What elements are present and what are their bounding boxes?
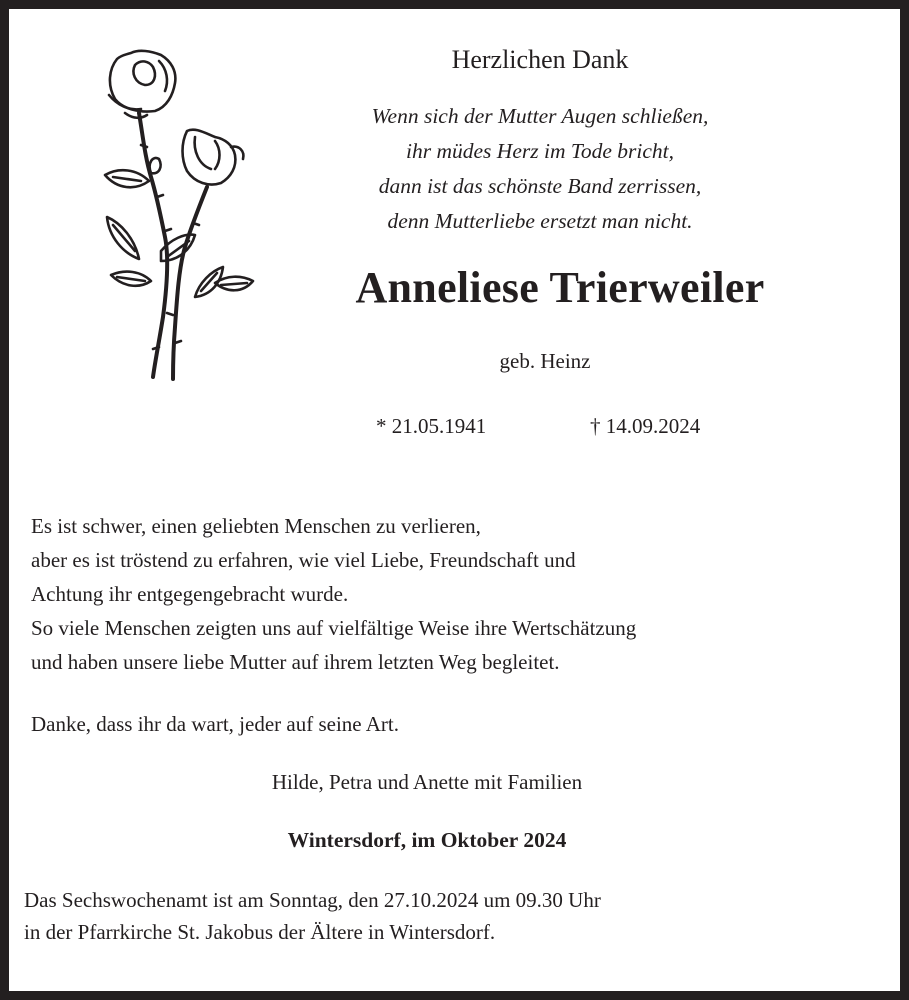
heading-herzlichen-dank: Herzlichen Dank [451, 45, 629, 74]
thank-you-message [31, 509, 636, 741]
message-line: aber es ist tröstend zu erfahren, wie viel Liebe, Freundschaft und [31, 548, 576, 572]
poem [320, 99, 760, 239]
poem-line: dann ist das schönste Band zerrissen, [378, 174, 702, 198]
paragraph-spacer [31, 679, 636, 707]
death-date: † 14.09.2024 [590, 414, 701, 438]
poem-line: denn Mutterliebe ersetzt man nicht. [387, 209, 693, 233]
family-signature: Hilde, Petra und Anette mit Familien [271, 770, 583, 794]
obituary-card [9, 9, 900, 991]
message-line: Es ist schwer, einen geliebten Menschen zu verlieren, [31, 514, 481, 538]
birth-date: * 21.05.1941 [376, 414, 487, 438]
service-line: Das Sechswochenamt ist am Sonntag, den 27.10.2024 um 09.30 Uhr [24, 888, 601, 912]
poem-line: ihr müdes Herz im Tode bricht, [406, 139, 674, 163]
deceased-name: Anneliese Trierweiler [355, 263, 765, 312]
place-date: Wintersdorf, im Oktober 2024 [287, 828, 567, 852]
service-line: in der Pfarrkirche St. Jakobus der Ältere in Wintersdorf. [24, 920, 496, 944]
message-line: und haben unsere liebe Mutter auf ihrem letzten Weg begleitet. [31, 650, 560, 674]
maiden-name: geb. Heinz [499, 349, 591, 373]
rose-icon [95, 47, 260, 382]
service-notice [24, 884, 601, 948]
message-line: Achtung ihr entgegengebracht wurde. [31, 582, 349, 606]
poem-line: Wenn sich der Mutter Augen schließen, [371, 104, 709, 128]
message-closing: Danke, dass ihr da wart, jeder auf seine Art. [31, 712, 399, 736]
message-line: So viele Menschen zeigten uns auf vielfältige Weise ihre Wertschätzung [31, 616, 637, 640]
